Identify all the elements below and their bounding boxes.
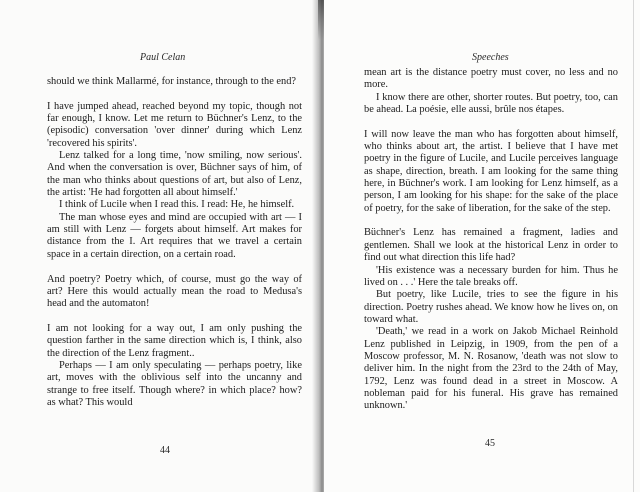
left-running-head: Paul Celan — [140, 52, 186, 63]
paragraph: I will now leave the man who has forgotten about himself, who thinks about art, the artist. I believe that I have met poetry in the figure of Lucile, and Lucile perceives language as shape, direction, breath. I am looking for the same thing here, in Büchner's work. I am looking for Lenz himself, as a person, I am looking for his shape: for the sake of the place of poetry, for the sake of liberation, for the sake of the step. — [364, 128, 618, 214]
paragraph: Büchner's Lenz has remained a fragment, ladies and gentlemen. Shall we look at the historical Lenz in order to find out what direction this life had? — [364, 227, 618, 264]
paragraph: I think of Lucile when I read this. I read: He, he himself. — [59, 199, 295, 211]
left-page-number: 44 — [160, 445, 170, 456]
paragraph: 'His existence was a necessary burden for him. Thus he lived on . . .' Here the tale breaks off. — [364, 264, 618, 288]
right-page — [324, 0, 640, 492]
right-page-number: 45 — [485, 438, 495, 449]
paragraph: But poetry, like Lucile, tries to see the figure in his direction. Poetry rushes ahead. We know how he lives on, on toward what. — [364, 289, 618, 325]
paragraph: The man whose eyes and mind are occupied with art — I am still with Lenz — forgets about himself. Art makes for distance from the I. Art requires that we travel a certain space in a certain direction, on a certain road. — [47, 211, 302, 260]
right-running-head: Speeches — [472, 52, 509, 63]
paragraph: mean art is the distance poetry must cover, no less and no more. — [364, 67, 618, 91]
paragraph: 'Death,' we read in a work on Jakob Michael Reinhold Lenz published in Leipzig, in 1909, from the pen of a Moscow professor, M. N. Rosanow, 'death was not slow to deliver him. In the night from the 23rd to the 24th of May, 1792, Lenz was found dead in a street in Moscow. A nobleman paid for his funeral. His grave has remained unknown.' — [364, 326, 618, 412]
page-edge — [633, 0, 634, 492]
paragraph: should we think Mallarmé, for instance, through to the end? — [47, 76, 297, 87]
paragraph: I have jumped ahead, reached beyond my topic, though not far enough, I know. Let me return to Büchner's Lenz, to the (episodic) conversation 'over dinner' during which Lenz 'recovered his spirits'. — [47, 100, 302, 149]
paragraph: Perhaps — I am only speculating — perhaps poetry, like art, moves with the oblivious self into the uncanny and strange to free itself. Though where? in which place? how? as what? This would — [47, 359, 302, 408]
paragraph: I am not looking for a way out, I am only pushing the question farther in the same direction which is, I think, also the direction of the Lenz fragment.. — [47, 322, 302, 359]
left-page-text — [47, 76, 302, 409]
paragraph: I know there are other, shorter routes. But poetry, too, can be ahead. La poésie, elle aussi, brûle nos étapes. — [364, 91, 618, 116]
paragraph: Lenz talked for a long time, 'now smiling, now serious'. And when the conversation is over, Büchner says of him, of the man who thinks about questions of art, but also of Lenz, the artist: 'He had forgotten all about himself.' — [47, 150, 302, 199]
left-page — [0, 0, 318, 492]
right-page-text — [364, 67, 618, 413]
paragraph: And poetry? Poetry which, of course, must go the way of art? Here this would actually mean the road to Medusa's head and the automaton! — [47, 273, 302, 310]
